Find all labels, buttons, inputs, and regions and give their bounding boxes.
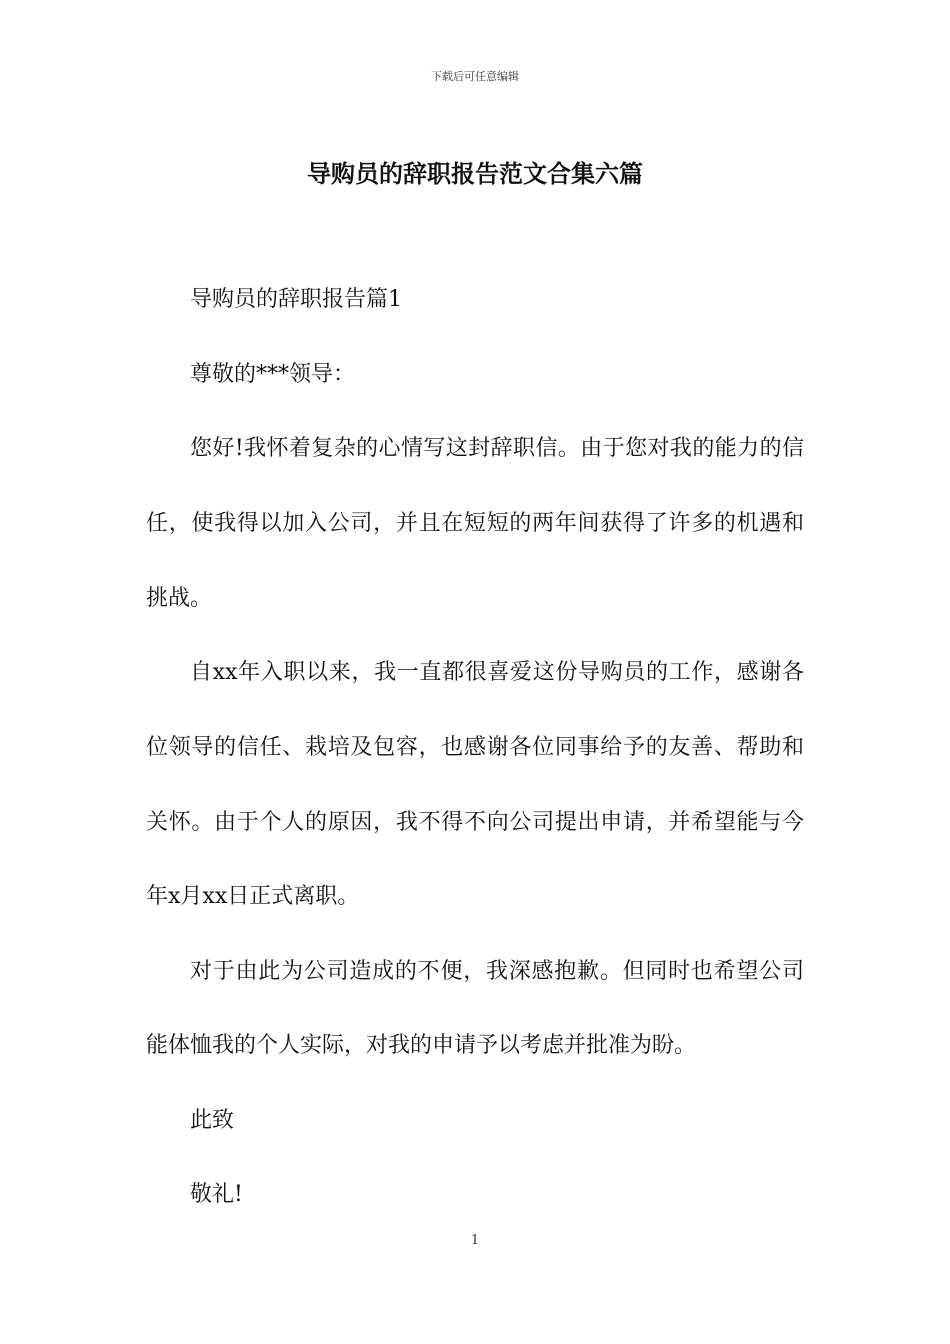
body-line: 对于由此为公司造成的不便，我深感抱歉。但同时也希望公司 (190, 959, 804, 984)
body-line: 年x月xx日正式离职。 (146, 884, 360, 909)
body-line: 关怀。由于个人的原因，我不得不向公司提出申请，并希望能与今 (146, 810, 804, 835)
body-line: 位领导的信任、栽培及包容，也感谢各位同事给予的友善、帮助和 (146, 735, 804, 760)
document-title: 导购员的辞职报告范文合集六篇 (307, 159, 643, 188)
body-line: 您好!我怀着复杂的心情写这封辞职信。由于您对我的能力的信 (190, 436, 804, 461)
body-line: 挑战。 (146, 586, 213, 611)
page-number: 1 (470, 1233, 480, 1248)
body-line: 任，使我得以加入公司，并且在短短的两年间获得了许多的机遇和 (146, 511, 804, 536)
section-heading: 导购员的辞职报告篇1 (190, 287, 402, 312)
closing-line: 敬礼! (190, 1182, 243, 1207)
body-line: 自xx年入职以来，我一直都很喜爱这份导购员的工作，感谢各 (190, 660, 804, 685)
closing-line: 此致 (190, 1108, 235, 1133)
body-line: 能体恤我的个人实际，对我的申请予以考虑并批准为盼。 (146, 1033, 697, 1058)
header-note: 下载后可任意编辑 (431, 70, 519, 83)
salutation: 尊敬的***领导： (190, 362, 356, 387)
